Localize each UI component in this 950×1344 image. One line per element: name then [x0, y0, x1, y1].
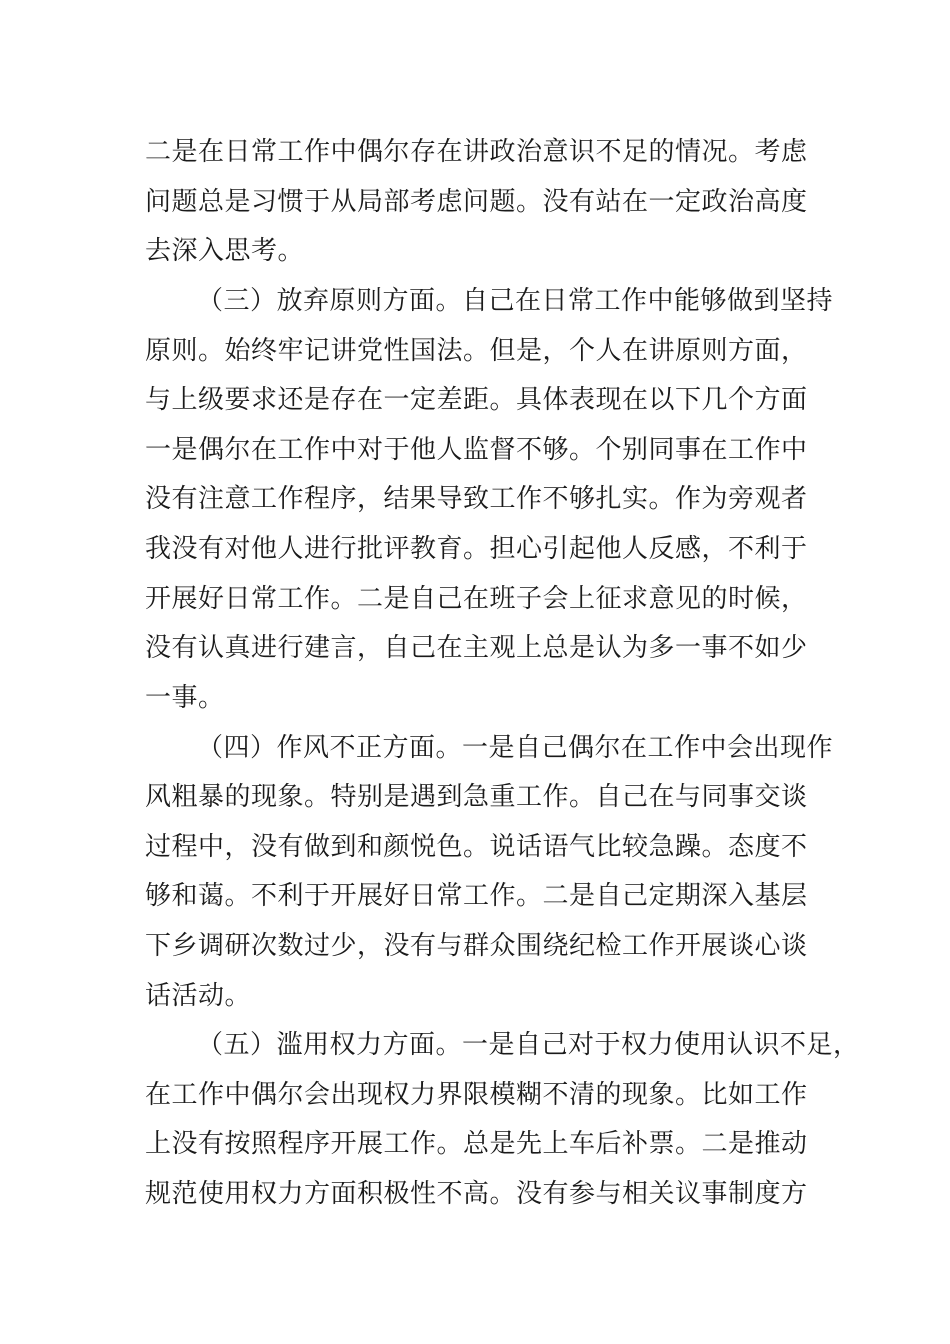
text-line: 一是偶尔在工作中对于他人监督不够。个别同事在工作中	[145, 435, 808, 465]
paragraph-start-line: （五）滥用权力方面。一是自己对于权力使用认识不足，	[197, 1030, 860, 1060]
text-line: 够和蔼。不利于开展好日常工作。二是自己定期深入基层	[145, 881, 808, 911]
text-line: 风粗暴的现象。特别是遇到急重工作。自己在与同事交谈	[145, 782, 808, 812]
text-line: 去深入思考。	[145, 236, 305, 266]
text-line: 我没有对他人进行批评教育。担心引起他人反感，不利于	[145, 534, 808, 564]
text-line: 与上级要求还是存在一定差距。具体表现在以下几个方面	[145, 385, 808, 415]
text-line: 过程中，没有做到和颜悦色。说话语气比较急躁。态度不	[145, 832, 808, 862]
text-line: 问题总是习惯于从局部考虑问题。没有站在一定政治高度	[145, 187, 808, 217]
paragraph-start-line: （四）作风不正方面。一是自己偶尔在工作中会出现作	[197, 733, 834, 763]
text-line: 规范使用权力方面积极性不高。没有参与相关议事制度方	[145, 1179, 808, 1209]
text-line: 下乡调研次数过少，没有与群众围绕纪检工作开展谈心谈	[145, 931, 808, 961]
text-line: 没有注意工作程序，结果导致工作不够扎实。作为旁观者	[145, 484, 808, 514]
text-line: 没有认真进行建言，自己在主观上总是认为多一事不如少	[145, 633, 808, 663]
text-line: 开展好日常工作。二是自己在班子会上征求意见的时候，	[145, 584, 808, 614]
text-line: 原则。始终牢记讲党性国法。但是，个人在讲原则方面，	[145, 336, 808, 366]
text-line: 二是在日常工作中偶尔存在讲政治意识不足的情况。考虑	[145, 137, 808, 167]
text-line: 一事。	[145, 683, 225, 713]
paragraph-start-line: （三）放弃原则方面。自己在日常工作中能够做到坚持	[197, 286, 834, 316]
text-line: 在工作中偶尔会出现权力界限模糊不清的现象。比如工作	[145, 1080, 808, 1110]
text-line: 话活动。	[145, 981, 252, 1011]
text-line: 上没有按照程序开展工作。总是先上车后补票。二是推动	[145, 1129, 808, 1159]
